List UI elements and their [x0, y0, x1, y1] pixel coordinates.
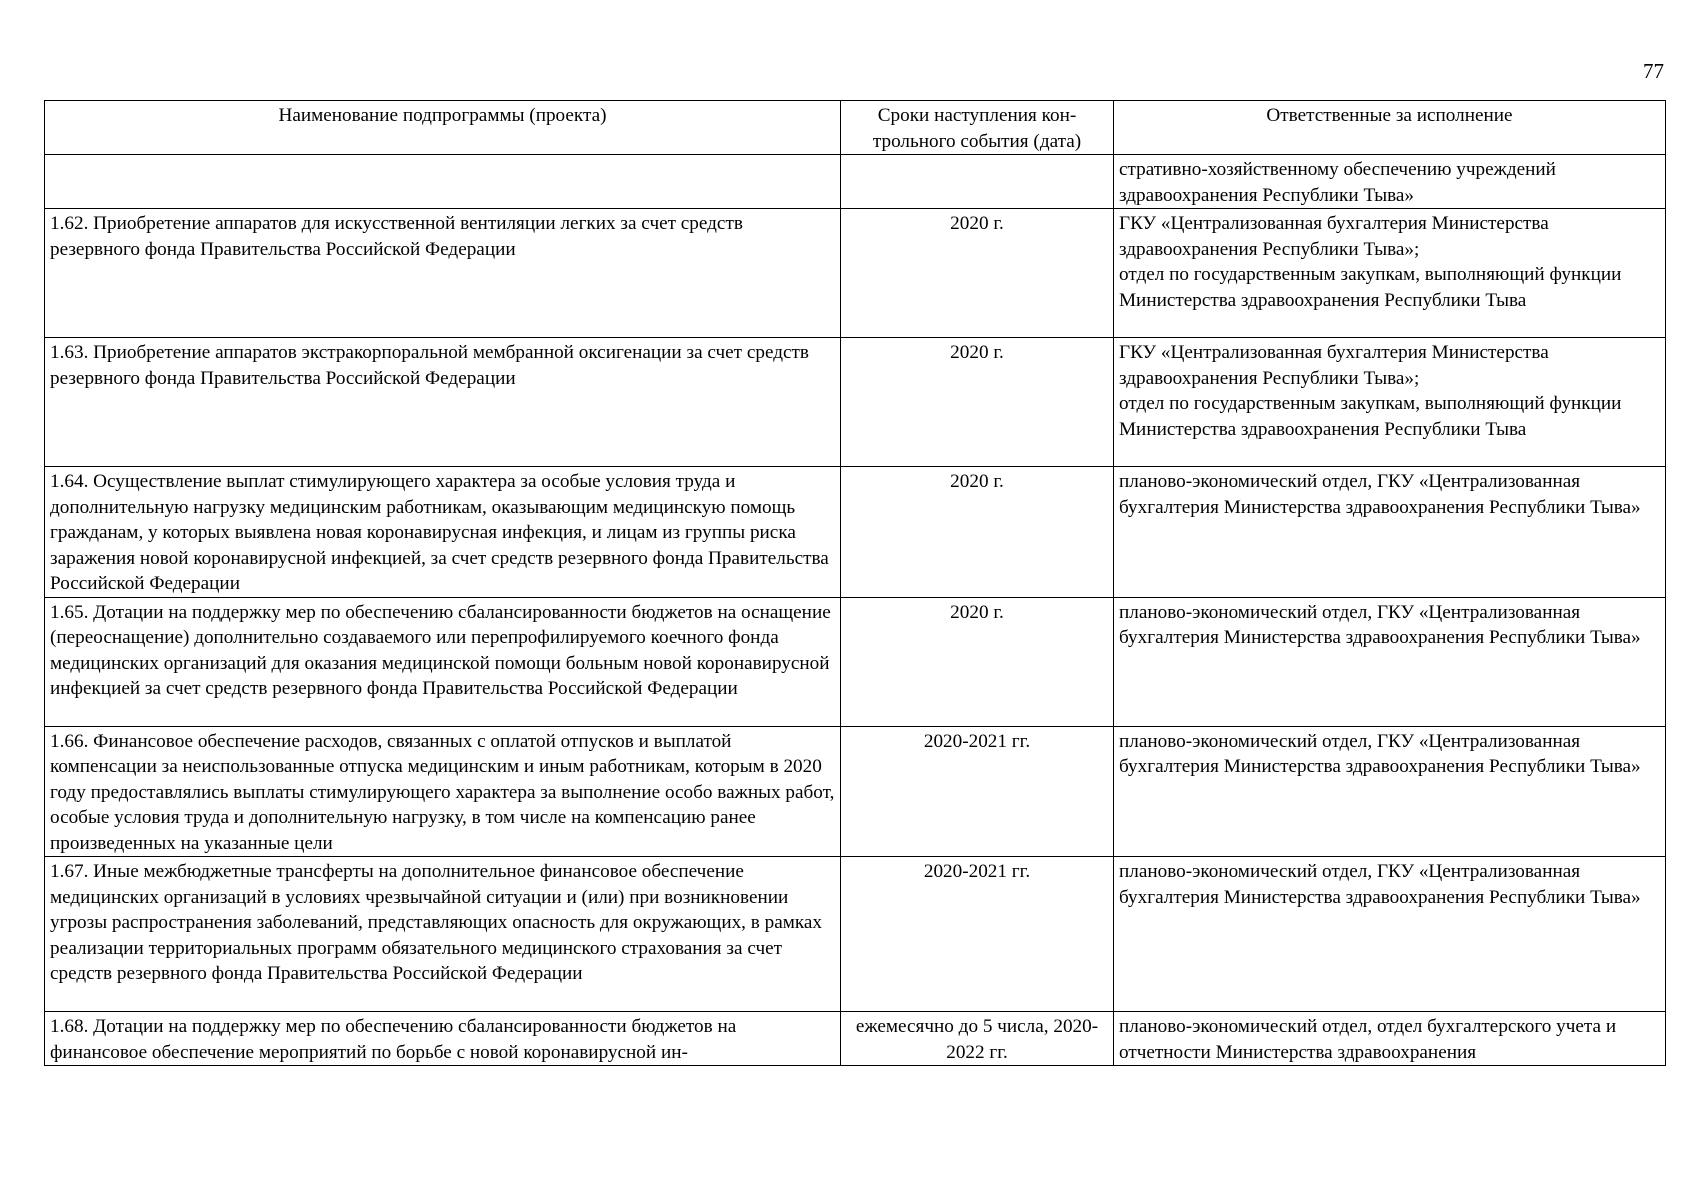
row-responsible-cell: стративно-хозяйственному обеспечению учреждений здравоохранения Республики Тыва» [1114, 155, 1666, 209]
row-responsible-cell: планово-экономический отдел, ГКУ «Централизованная бухгалтерия Министерства здравоохранения Республики Тыва» [1114, 597, 1666, 726]
table-row [45, 338, 1666, 467]
page-number: 77 [1643, 59, 1664, 83]
table-row [45, 597, 1666, 726]
table-row [45, 155, 1666, 209]
row-responsible-cell: планово-экономический отдел, ГКУ «Централизованная бухгалтерия Министерства здравоохранения Республики Тыва» [1114, 857, 1666, 1012]
row-date-cell: ежемесячно до 5 числа, 2020-2022 гг. [841, 1012, 1114, 1066]
header-subprogram-name: Наименование подпрограммы (проекта) [45, 101, 841, 155]
table-row [45, 726, 1666, 857]
row-name-cell: 1.65. Дотации на поддержку мер по обеспечению сбалансированности бюджетов на оснащение (переоснащение) дополнительно создаваемого или перепрофилируемого коечного фонда медицинских организаций для оказания медицинской помощи больным новой коронавирусной инфекцией за счет средств резервного фонда Правительства Российской Федерации [45, 597, 841, 726]
row-name-cell: 1.66. Финансовое обеспечение расходов, связанных с оплатой отпусков и выплатой компенсации за неиспользованные отпуска медицинским и иным работникам, которым в 2020 году предоставлялись выплаты стимулирующего характера за выполнение особо важных работ, особые условия труда и дополнительную нагрузку, в том числе на компенсацию ранее произведенных на указанные цели [45, 726, 841, 857]
row-name-cell: 1.63. Приобретение аппаратов экстракорпоральной мембранной оксигенации за счет средств резервного фонда Правительства Российской Федерации [45, 338, 841, 467]
row-responsible-cell: планово-экономический отдел, ГКУ «Централизованная бухгалтерия Министерства здравоохранения Республики Тыва» [1114, 726, 1666, 857]
row-responsible-cell: ГКУ «Централизованная бухгалтерия Министерства здравоохранения Республики Тыва»; отдел по государственным закупкам, выполняющий функции Министерства здравоохранения Республики Тыва [1114, 338, 1666, 467]
row-date-cell: 2020 г. [841, 209, 1114, 338]
row-name-cell: 1.62. Приобретение аппаратов для искусственной вентиляции легких за счет средств резервного фонда Правительства Российской Федерации [45, 209, 841, 338]
table-row [45, 209, 1666, 338]
table-row [45, 1012, 1666, 1066]
row-date-cell: 2020-2021 гг. [841, 726, 1114, 857]
header-responsible: Ответственные за исполнение [1114, 101, 1666, 155]
row-date-cell: 2020-2021 гг. [841, 857, 1114, 1012]
row-date-cell [841, 155, 1114, 209]
subprogram-table [44, 100, 1666, 1066]
table-row [45, 857, 1666, 1012]
row-date-cell: 2020 г. [841, 597, 1114, 726]
table-row [45, 467, 1666, 598]
header-control-date: Сроки наступления кон- трольного события (дата) [841, 101, 1114, 155]
row-name-cell: 1.68. Дотации на поддержку мер по обеспечению сбалансированности бюджетов на финансовое обеспечение мероприятий по борьбе с новой коронавирусной ин- [45, 1012, 841, 1066]
table-header-row [45, 101, 1666, 155]
row-date-cell: 2020 г. [841, 338, 1114, 467]
row-responsible-cell: планово-экономический отдел, отдел бухгалтерского учета и отчетности Министерства здравоохранения [1114, 1012, 1666, 1066]
row-name-cell: 1.64. Осуществление выплат стимулирующего характера за особые условия труда и дополнительную нагрузку медицинским работникам, оказывающим медицинскую помощь гражданам, у которых выявлена новая коронавирусная инфекция, и лицам из группы риска заражения новой коронавирусной инфекцией, за счет средств резервного фонда Правительства Российской Федерации [45, 467, 841, 598]
row-date-cell: 2020 г. [841, 467, 1114, 598]
row-responsible-cell: планово-экономический отдел, ГКУ «Централизованная бухгалтерия Министерства здравоохранения Республики Тыва» [1114, 467, 1666, 598]
row-name-cell [45, 155, 841, 209]
row-responsible-cell: ГКУ «Централизованная бухгалтерия Министерства здравоохранения Республики Тыва»; отдел по государственным закупкам, выполняющий функции Министерства здравоохранения Республики Тыва [1114, 209, 1666, 338]
row-name-cell: 1.67. Иные межбюджетные трансферты на дополнительное финансовое обеспечение медицинских организаций в условиях чрезвычайной ситуации и (или) при возникновении угрозы распространения заболеваний, представляющих опасность для окружающих, в рамках реализации территориальных программ обязательного медицинского страхования за счет средств резервного фонда Правительства Российской Федерации [45, 857, 841, 1012]
